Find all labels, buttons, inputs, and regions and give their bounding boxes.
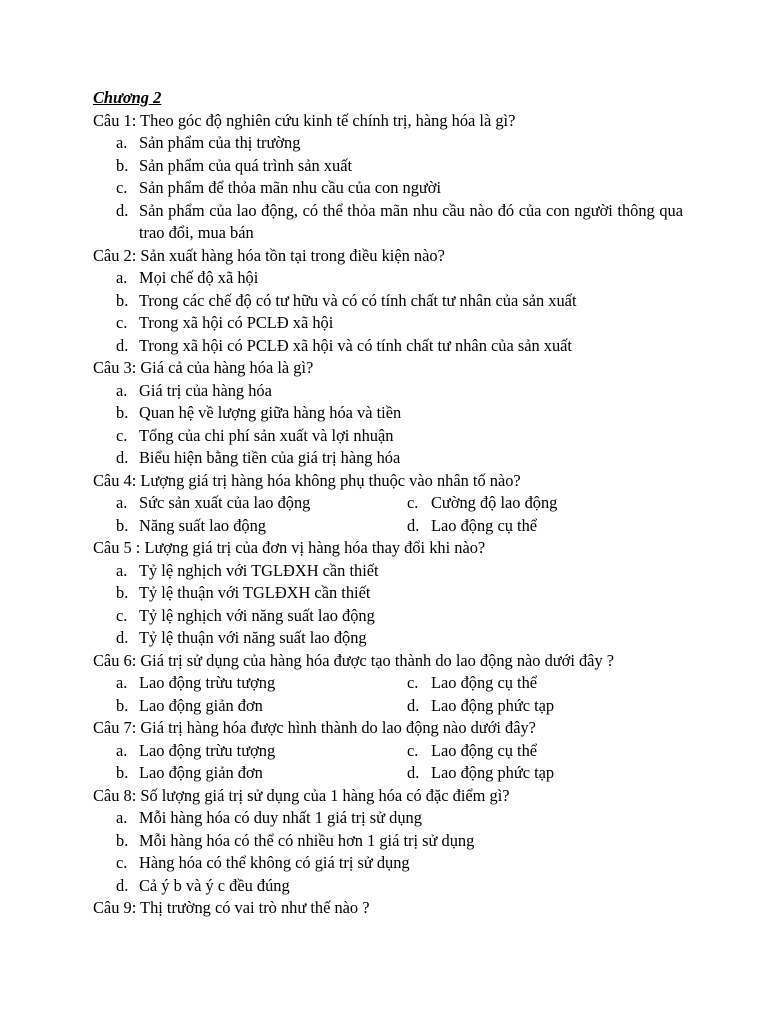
option-text: Sản phẩm của quá trình sản xuất	[139, 155, 353, 175]
option-row	[93, 740, 683, 763]
option-letter: c.	[407, 673, 419, 692]
option-item	[93, 740, 407, 763]
option-letter: b.	[116, 763, 129, 782]
option-item	[93, 177, 683, 200]
question-block	[93, 785, 683, 898]
option-text: Sản phẩm của lao động, có thể thỏa mãn nhu cầu nào đó của con người thông qua trao đổi, mua bán	[139, 200, 683, 242]
option-letter: d.	[116, 448, 129, 467]
option-item	[93, 447, 683, 470]
chapter-title: Chương 2	[93, 88, 162, 107]
option-item	[93, 402, 683, 425]
option-item	[93, 605, 683, 628]
option-item	[407, 672, 537, 695]
option-text: Tỷ lệ thuận với năng suất lao động	[139, 628, 367, 647]
option-item	[93, 762, 407, 785]
option-letter: c.	[407, 493, 419, 512]
option-text: Trong xã hội có PCLĐ xã hội và có tính chất tư nhân của sản xuất	[139, 335, 572, 355]
option-letter: d.	[116, 200, 129, 220]
question-text: Câu 3: Giá cả của hàng hóa là gì?	[93, 358, 314, 377]
option-text: Lao động phức tạp	[431, 763, 555, 782]
option-text: Lao động trừu tượng	[139, 740, 276, 760]
question-block	[93, 357, 683, 470]
option-text: Lao động cụ thể	[431, 673, 538, 692]
question-block	[93, 650, 683, 718]
question-block	[93, 470, 683, 538]
option-letter: a.	[116, 560, 128, 580]
question-text: Câu 7: Giá trị hàng hóa được hình thành do lao động nào dưới đây?	[93, 718, 536, 737]
option-text: Tỷ lệ thuận với TGLĐXH cần thiết	[139, 583, 371, 602]
option-text: Mọi chế độ xã hội	[139, 268, 259, 287]
question-block	[93, 537, 683, 650]
option-text: Lao động trừu tượng	[139, 673, 276, 692]
option-text: Quan hệ về lượng giữa hàng hóa và tiền	[139, 403, 402, 422]
option-text: Biểu hiện bằng tiền của giá trị hàng hóa	[139, 448, 401, 467]
option-letter: c.	[116, 605, 128, 625]
option-letter: b.	[116, 695, 129, 715]
option-item	[407, 515, 537, 538]
question-block	[93, 897, 683, 920]
option-item	[93, 312, 683, 335]
option-letter: c.	[116, 853, 128, 872]
option-text: Lao động giản đơn	[139, 695, 263, 715]
option-item	[93, 830, 683, 853]
option-text: Cường độ lao động	[431, 493, 558, 512]
option-text: Sản phẩm để thỏa mãn nhu cầu của con người	[139, 178, 442, 197]
option-letter: d.	[116, 628, 129, 647]
option-item	[93, 425, 683, 448]
question-block	[93, 110, 683, 245]
option-letter: b.	[116, 155, 129, 175]
option-letter: c.	[116, 178, 128, 197]
option-letter: a.	[116, 380, 128, 400]
option-text: Trong xã hội có PCLĐ xã hội	[139, 313, 334, 332]
option-row	[93, 762, 683, 785]
option-item	[407, 762, 554, 785]
question-block	[93, 245, 683, 358]
option-item	[93, 672, 407, 695]
option-letter: a.	[116, 673, 128, 692]
option-letter: b.	[116, 583, 129, 602]
option-text: Giá trị của hàng hóa	[139, 380, 272, 400]
option-text: Sản phẩm của thị trường	[139, 133, 301, 152]
option-item	[93, 852, 683, 875]
option-item	[93, 155, 683, 178]
option-item	[93, 560, 683, 583]
option-item	[93, 492, 407, 515]
option-letter: d.	[116, 335, 129, 355]
option-text: Tổng của chi phí sản xuất và lợi nhuận	[139, 425, 394, 445]
option-item	[93, 267, 683, 290]
option-text: Sức sản xuất của lao động	[139, 493, 311, 512]
option-text: Tỷ lệ nghịch với TGLĐXH cần thiết	[139, 560, 379, 580]
question-text: Câu 4: Lượng giá trị hàng hóa không phụ thuộc vào nhân tố nào?	[93, 470, 521, 490]
option-text: Năng suất lao động	[139, 515, 267, 535]
question-text: Câu 5 : Lượng giá trị của đơn vị hàng hóa thay đổi khi nào?	[93, 538, 486, 557]
option-row	[93, 515, 683, 538]
option-list	[93, 380, 683, 470]
question-block	[93, 717, 683, 785]
option-text: Mỗi hàng hóa có duy nhất 1 giá trị sử dụng	[139, 808, 422, 827]
option-list	[93, 560, 683, 650]
option-text: Hàng hóa có thể không có giá trị sử dụng	[139, 853, 410, 872]
option-letter: d.	[407, 695, 420, 715]
option-text: Lao động giản đơn	[139, 763, 263, 782]
question-text: Câu 6: Giá trị sử dụng của hàng hóa được tạo thành do lao động nào dưới đây ?	[93, 650, 615, 670]
option-letter: c.	[116, 425, 128, 445]
question-text: Câu 2: Sản xuất hàng hóa tồn tại trong điều kiện nào?	[93, 245, 445, 265]
option-letter: b.	[116, 290, 129, 310]
option-item	[93, 290, 683, 313]
option-letter: d.	[407, 515, 420, 535]
option-item	[93, 695, 407, 718]
option-letter: a.	[116, 808, 128, 827]
option-letter: b.	[116, 515, 129, 535]
option-letter: d.	[116, 875, 129, 895]
option-list	[93, 132, 683, 245]
option-letter: a.	[116, 133, 128, 152]
option-item	[93, 515, 407, 538]
option-item	[93, 132, 683, 155]
option-letter: a.	[116, 268, 128, 287]
option-row	[93, 672, 683, 695]
option-item	[407, 492, 557, 515]
option-text: Lao động phức tạp	[431, 695, 555, 715]
option-item	[93, 380, 683, 403]
option-letter: b.	[116, 830, 129, 850]
option-letter: c.	[116, 313, 128, 332]
option-item	[407, 740, 537, 763]
question-text: Câu 9: Thị trường có vai trò như thế nào ?	[93, 898, 370, 917]
option-row	[93, 492, 683, 515]
option-item	[93, 335, 683, 358]
question-text: Câu 8: Số lượng giá trị sử dụng của 1 hàng hóa có đặc điểm gì?	[93, 785, 510, 805]
option-letter: a.	[116, 493, 128, 512]
option-text: Lao động cụ thể	[431, 515, 538, 535]
option-item	[93, 200, 683, 245]
document-content	[93, 87, 683, 920]
option-letter: a.	[116, 740, 128, 760]
option-letter: b.	[116, 403, 129, 422]
option-text: Mỗi hàng hóa có thể có nhiều hơn 1 giá trị sử dụng	[139, 830, 475, 850]
option-item	[93, 807, 683, 830]
option-text: Tỷ lệ nghịch với năng suất lao động	[139, 605, 375, 625]
option-item	[407, 695, 554, 718]
option-text: Lao động cụ thể	[431, 740, 538, 760]
option-letter: c.	[407, 740, 419, 760]
option-item	[93, 875, 683, 898]
option-list	[93, 807, 683, 897]
option-text: Trong các chế độ có tư hữu và có có tính chất tư nhân của sản xuất	[139, 290, 577, 310]
option-list	[93, 267, 683, 357]
option-letter: d.	[407, 763, 420, 782]
option-item	[93, 582, 683, 605]
option-text: Cả ý b và ý c đều đúng	[139, 875, 290, 895]
option-item	[93, 627, 683, 650]
option-row	[93, 695, 683, 718]
question-text: Câu 1: Theo góc độ nghiên cứu kinh tế chính trị, hàng hóa là gì?	[93, 110, 516, 130]
